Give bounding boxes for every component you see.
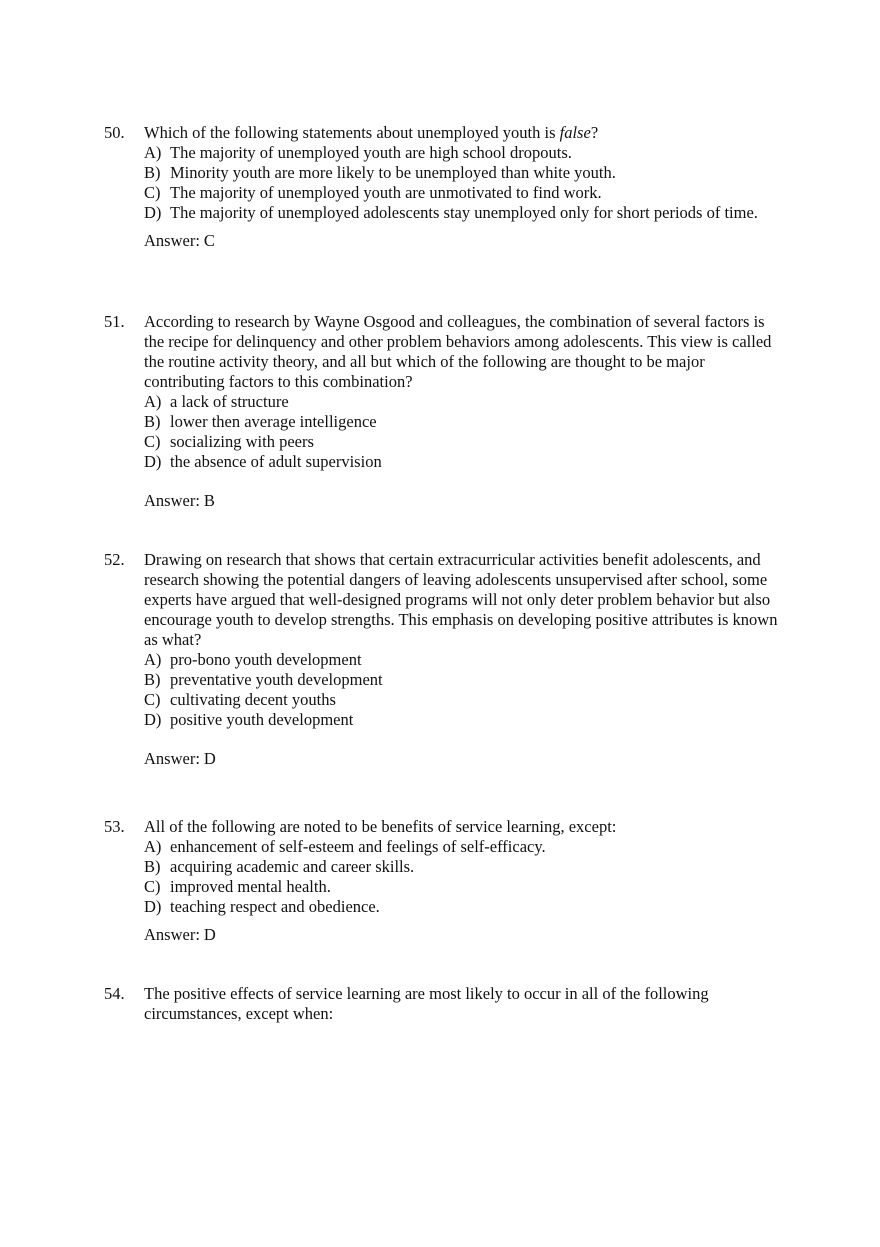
option-c — [144, 432, 784, 452]
option-text: The majority of unemployed youth are high school dropouts. — [170, 143, 572, 162]
option-b — [144, 857, 784, 877]
option-text: socializing with peers — [170, 431, 314, 451]
answer-label: Answer: — [144, 490, 200, 510]
answer-label: Answer: — [144, 924, 200, 944]
answer-value: D — [203, 924, 216, 944]
stem-text: All of the following are noted to be benefits of service learning, except: — [144, 817, 617, 836]
stem-emphasis: false — [559, 123, 591, 142]
option-text: acquiring academic and career skills. — [170, 856, 415, 876]
option-list — [104, 837, 784, 917]
option-text: The majority of unemployed youth are unmotivated to find work. — [170, 183, 602, 202]
question-stem — [104, 817, 784, 837]
option-letter: B) — [144, 163, 161, 182]
question-stem — [104, 123, 784, 143]
answer-label: Answer: — [144, 231, 200, 250]
answer-label: Answer: — [144, 748, 200, 768]
stem-text: According to research by Wayne Osgood and colleagues, the combination of several factors is the recipe for delinquency and other problem behaviors among adolescents. This view is called the routine activity theory, and all but which of the following are thought to be major contributing factors to this combination? — [144, 312, 772, 391]
option-letter: B) — [144, 411, 161, 431]
stem-text: Which of the following statements about unemployed youth is — [144, 123, 560, 142]
option-text: the absence of adult supervision — [170, 451, 382, 471]
option-c — [144, 877, 784, 897]
option-list — [104, 650, 784, 730]
question-number: 52. — [104, 550, 125, 569]
option-text: Minority youth are more likely to be unemployed than white youth. — [170, 163, 616, 182]
option-text: pro-bono youth development — [170, 649, 362, 669]
question-54 — [104, 984, 784, 1024]
option-b — [144, 163, 784, 183]
question-number: 53. — [104, 817, 125, 836]
option-b — [144, 412, 784, 432]
question-number: 51. — [104, 312, 125, 331]
option-text: a lack of structure — [170, 391, 289, 411]
option-text: cultivating decent youths — [170, 689, 336, 709]
option-letter: C) — [144, 183, 161, 202]
stem-end: ? — [590, 123, 599, 142]
option-list — [104, 143, 784, 223]
option-letter: A) — [144, 391, 162, 411]
option-letter: A) — [144, 836, 162, 856]
answer-value: B — [203, 490, 215, 510]
option-text: teaching respect and obedience. — [170, 896, 380, 916]
option-d — [144, 897, 784, 917]
option-letter: D) — [144, 451, 162, 471]
option-b — [144, 670, 784, 690]
option-c — [144, 183, 784, 203]
option-letter: A) — [144, 143, 162, 162]
stem-text: Drawing on research that shows that certain extracurricular activities benefit adolescents, and research showing the potential dangers of leaving adolescents unsupervised after school, some experts have argued that well-designed programs will not only deter problem behavior but also encourage youth to develop strengths. This emphasis on developing positive attributes is known as what? — [144, 550, 778, 649]
option-d — [144, 710, 784, 730]
option-letter: D) — [144, 896, 162, 916]
answer-line — [104, 231, 784, 251]
answer-value: D — [203, 748, 216, 768]
question-53 — [104, 817, 784, 945]
option-c — [144, 690, 784, 710]
question-stem — [104, 312, 784, 392]
question-50 — [104, 123, 784, 251]
option-a — [144, 650, 784, 670]
option-a — [144, 837, 784, 857]
question-stem — [104, 984, 784, 1024]
option-letter: B) — [144, 856, 161, 876]
question-52 — [104, 550, 784, 769]
option-list — [104, 392, 784, 472]
answer-line — [104, 925, 784, 945]
option-d — [144, 203, 784, 223]
question-51 — [104, 312, 784, 511]
option-text: preventative youth development — [170, 669, 383, 689]
option-text: The majority of unemployed adolescents stay unemployed only for short periods of time. — [170, 203, 758, 222]
option-text: improved mental health. — [170, 876, 331, 896]
option-text: enhancement of self-esteem and feelings of self-efficacy. — [170, 836, 546, 856]
answer-line — [104, 749, 784, 769]
option-letter: C) — [144, 876, 161, 896]
option-text: lower then average intelligence — [170, 411, 377, 431]
option-letter: A) — [144, 649, 162, 669]
option-letter: D) — [144, 203, 162, 222]
question-number: 54. — [104, 984, 125, 1003]
option-letter: C) — [144, 431, 161, 451]
question-number: 50. — [104, 123, 125, 142]
stem-text: The positive effects of service learning are most likely to occur in all of the following circumstances, except when: — [144, 984, 709, 1023]
option-a — [144, 143, 784, 163]
option-d — [144, 452, 784, 472]
option-letter: B) — [144, 669, 161, 689]
answer-line — [104, 491, 784, 511]
option-letter: D) — [144, 709, 162, 729]
answer-value: C — [203, 231, 215, 250]
option-a — [144, 392, 784, 412]
question-stem — [104, 550, 784, 650]
option-letter: C) — [144, 689, 161, 709]
option-text: positive youth development — [170, 709, 354, 729]
